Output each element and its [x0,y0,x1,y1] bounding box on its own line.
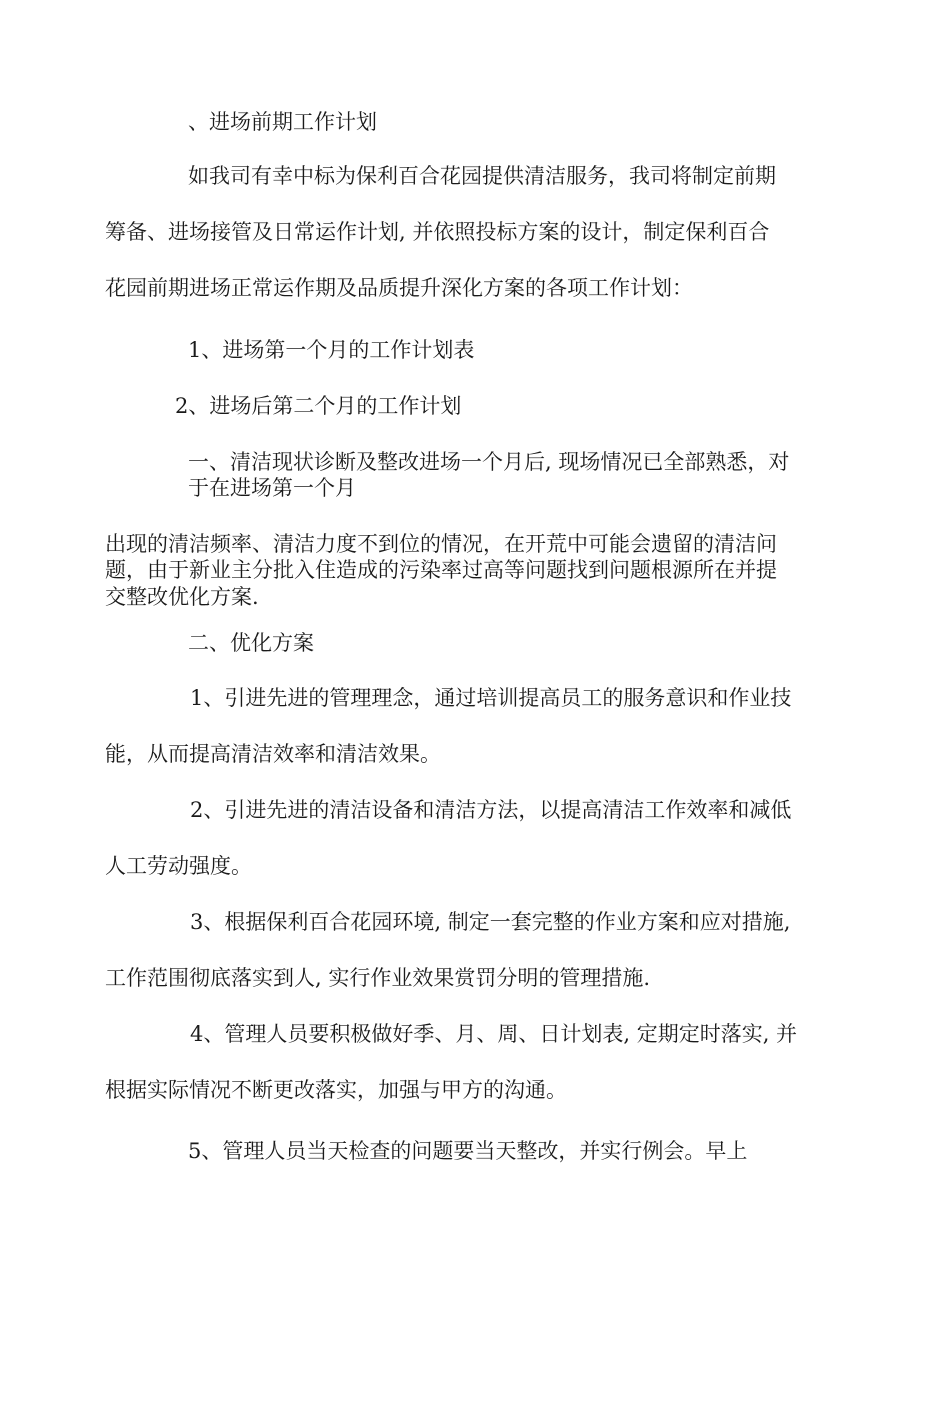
section-heading: 、进场前期工作计划 [188,110,377,134]
paragraph-line: 题，由于新业主分批入住造成的污染率过高等问题找到问题根源所在并提 [105,558,777,582]
section-heading: 一、清洁现状诊断及整改进场一个月后, 现场情况已全部熟悉，对 [188,450,790,474]
paragraph-line: 于在进场第一个月 [188,476,356,500]
list-item: 3、根据保利百合花园环境, 制定一套完整的作业方案和应对措施, [190,910,791,934]
paragraph-line: 工作范围彻底落实到人, 实行作业效果赏罚分明的管理措施. [105,966,651,990]
paragraph-line: 花园前期进场正常运作期及品质提升深化方案的各项工作计划： [105,276,693,300]
paragraph-line: 根据实际情况不断更改落实，加强与甲方的沟通。 [105,1078,567,1102]
list-item: 5、管理人员当天检查的问题要当天整改，并实行例会。早上 [188,1139,748,1163]
list-item: 2、引进先进的清洁设备和清洁方法，以提高清洁工作效率和减低 [190,798,792,822]
section-heading: 二、优化方案 [188,631,314,655]
paragraph-line: 出现的清洁频率、清洁力度不到位的情况，在开荒中可能会遗留的清洁问 [105,532,777,556]
list-item: 1、进场第一个月的工作计划表 [188,338,475,362]
list-item: 1、引进先进的管理理念，通过培训提高员工的服务意识和作业技 [190,686,792,710]
paragraph-line: 能，从而提高清洁效率和清洁效果。 [105,742,441,766]
paragraph-line: 筹备、进场接管及日常运作计划, 并依照投标方案的设计，制定保利百合 [105,220,770,244]
paragraph-line: 如我司有幸中标为保利百合花园提供清洁服务，我司将制定前期 [188,164,776,188]
list-item: 4、管理人员要积极做好季、月、周、日计划表, 定期定时落实, 并 [190,1022,798,1046]
paragraph-line: 交整改优化方案. [105,585,259,609]
paragraph-line: 人工劳动强度。 [105,854,252,878]
list-item: 2、进场后第二个月的工作计划 [175,394,462,418]
